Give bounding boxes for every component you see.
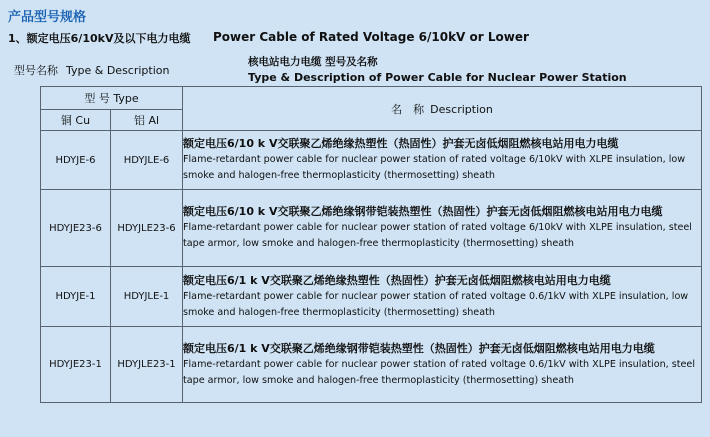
description-cell — [183, 190, 702, 267]
description-en: Flame-retardant power cable for nuclear power station of rated voltage 6/10kV with XLPE insulation, low smoke and halogen-free thermoplasticity (thermosetting) sheath — [183, 154, 686, 181]
header-al: 铝 Al — [111, 110, 183, 131]
description-cn: 额定电压6/1 k V交联聚乙烯绝缘热塑性（热固性）护套无卤低烟阻燃核电站用电力电缆 — [183, 273, 611, 287]
header-desc-cn: 名 称 — [391, 102, 425, 116]
model-al: HDYJLE23-6 — [111, 190, 183, 267]
description-cn: 额定电压6/1 k V交联聚乙烯绝缘钢带铠装热塑性（热固性）护套无卤低烟阻燃核电站用电力电缆 — [183, 341, 655, 355]
model-al: HDYJLE23-1 — [111, 327, 183, 403]
caption-en: Type & Description of Power Cable for Nuclear Power Station — [248, 71, 627, 84]
model-cu: HDYJE23-1 — [41, 327, 111, 403]
model-cu: HDYJE-6 — [41, 131, 111, 190]
table-row — [41, 327, 702, 403]
description-en: Flame-retardant power cable for nuclear power station of rated voltage 0.6/1kV with XLPE insulation, low smoke and halogen-free thermoplasticity (thermosetting) sheath — [183, 290, 689, 318]
model-cu: HDYJE23-6 — [41, 190, 111, 267]
description-cell — [183, 131, 702, 190]
model-al: HDYJLE-6 — [111, 131, 183, 190]
model-cu: HDYJE-1 — [41, 267, 111, 327]
description-cell — [183, 267, 702, 327]
model-label — [14, 62, 170, 78]
header-cu: 铜 Cu — [41, 110, 111, 131]
description-cn: 额定电压6/10 k V交联聚乙烯绝缘热塑性（热固性）护套无卤低烟阻燃核电站用电力电缆 — [183, 137, 619, 150]
caption-cn: 核电站电力电缆 型号及名称 — [248, 56, 378, 68]
description-cell — [183, 327, 702, 403]
description-en: Flame-retardant power cable for nuclear power station of rated voltage 6/10kV with XLPE insulation, steel tape armor, low smoke and halogen-free thermoplasticity (thermosetting) sheath — [183, 222, 692, 249]
table-caption — [248, 55, 627, 85]
subtitle-en: Power Cable of Rated Voltage 6/10kV or Lower — [213, 30, 529, 44]
subtitle-cn: 1、额定电压6/10kV及以下电力电缆 — [8, 32, 191, 45]
header-desc-en: Description — [430, 102, 493, 116]
spec-table — [40, 86, 702, 403]
model-label-cn: 型号名称 — [14, 64, 58, 77]
description-cn: 额定电压6/10 k V交联聚乙烯绝缘钢带铠装热塑性（热固性）护套无卤低烟阻燃核电站用电力电缆 — [183, 205, 663, 218]
table-row — [41, 267, 702, 327]
header-type: 型 号 Type — [41, 87, 183, 110]
model-al: HDYJLE-1 — [111, 267, 183, 327]
table-row — [41, 190, 702, 267]
table-row — [41, 131, 702, 190]
description-en: Flame-retardant power cable for nuclear power station of rated voltage 0.6/1kV with XLPE insulation, steel tape armor, low smoke and halogen-free thermoplasticity (thermosetting) sheath — [183, 358, 696, 386]
model-label-en: Type & Description — [66, 64, 170, 77]
section-title: 产品型号规格 — [8, 10, 87, 25]
header-description — [183, 87, 702, 131]
